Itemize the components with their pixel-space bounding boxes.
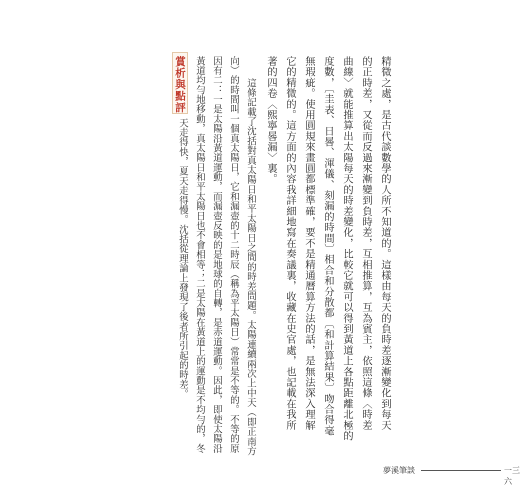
commentary-column-3: 因有二：一是太陽沿黃道運動，而漏壺反映的是地球的自轉，是赤道運動。因此，即使太陽沿 <box>211 56 222 454</box>
commentary-column-1: 這條記載了沈括對真太陽日和平太陽日之間的時差問題。太陽連續兩次上中天（即正南方 <box>245 78 256 456</box>
body-text-column-3: 曲線〉就能推算出太陽每天的時差變化，比較它就可以得到黃道上各點距離北極的 <box>341 56 352 442</box>
body-text-column-2: 的正時差，又從而反過來漸變到負時差，互相推算，互為賓主，依照這條〈時差 <box>360 56 371 431</box>
footer-book-title: 夢溪筆談 <box>383 466 415 475</box>
body-text-column-6: 它的精微的。這方面的內容我詳細地寫在奏議裏，收藏在史官處，也記載在我所 <box>284 56 295 431</box>
body-text-column-5: 無瑕疵。使用圓規來畫圓都標準確，要不是精通曆算方法的話，是無法深入理解 <box>303 56 314 431</box>
body-text-column-4: 度數，〔圭表、日晷、渾儀、刻漏的時間〕相合和分散都〔和計算結果〕吻合得毫 <box>322 56 333 437</box>
commentary-column-2: 向）的時間叫一個真太陽日，它和漏壺的十二時辰（稱為平太陽日）常常是不等的。不等的原 <box>228 56 239 454</box>
body-text-column-1: 精微之處，是古代談數學的人所不知道的。這樣由每天的負時差逐漸變化到每天 <box>379 56 390 431</box>
commentary-column-5: 天走得快，夏天走得慢。沈括從理論上發現了後者所引起的時差。 <box>177 118 188 400</box>
footer-rule <box>421 470 501 471</box>
section-heading: 賞析與點評 <box>174 56 186 114</box>
footer-page-number: 一三六 <box>504 466 520 486</box>
body-text-column-7: 著的四卷〈熙寧晷漏〉裏。 <box>265 56 276 185</box>
commentary-column-4: 黃道均勻地移動，真太陽日和平太陽日也不會相等；二是太陽在黃道上的運動是不均勻的，冬 <box>194 56 205 454</box>
